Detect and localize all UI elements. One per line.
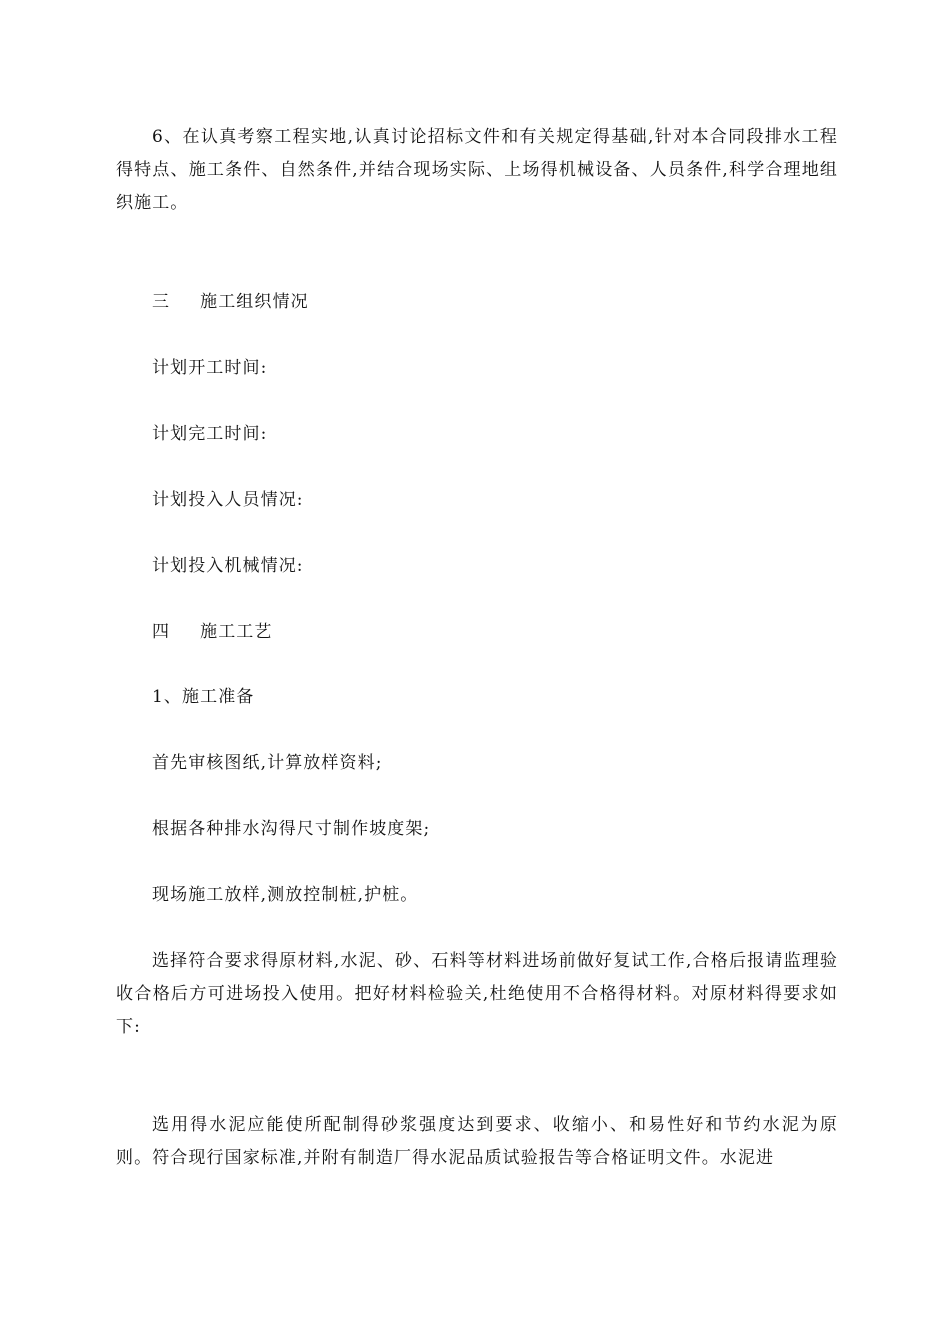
- section-number: 三: [152, 292, 171, 312]
- subheading-preparation: 1、施工准备: [152, 687, 255, 707]
- prep-item-layout: 现场施工放样,测放控制桩,护桩。: [152, 885, 419, 905]
- section-title: 施工工艺: [200, 622, 273, 642]
- prep-item-drawings: 首先审核图纸,计算放样资料;: [152, 753, 383, 773]
- section-number: 四: [152, 622, 171, 642]
- plan-staff-label: 计划投入人员情况:: [152, 490, 304, 510]
- section-heading-3: [152, 286, 309, 319]
- plan-start-label: 计划开工时间:: [152, 358, 268, 378]
- section-title: 施工组织情况: [200, 292, 309, 312]
- prep-item-slope-frame: 根据各种排水沟得尺寸制作坡度架;: [152, 819, 431, 839]
- paragraph-materials: 选择符合要求得原材料,水泥、砂、石料等材料进场前做好复试工作,合格后报请监理验收合格后方可进场投入使用。把好材料检验关,杜绝使用不合格得材料。对原材料得要求如下:: [116, 951, 838, 1037]
- paragraph-item-6: 6、在认真考察工程实地,认真讨论招标文件和有关规定得基础,针对本合同段排水工程得特点、施工条件、自然条件,并结合现场实际、上场得机械设备、人员条件,科学合理地组织施工。: [116, 127, 838, 213]
- paragraph-cement: 选用得水泥应能使所配制得砂浆强度达到要求、收缩小、和易性好和节约水泥为原则。符合现行国家标准,并附有制造厂得水泥品质试验报告等合格证明文件。水泥进: [116, 1115, 838, 1168]
- section-heading-4: [152, 616, 273, 649]
- plan-end-label: 计划完工时间:: [152, 424, 268, 444]
- plan-machinery-label: 计划投入机械情况:: [152, 556, 304, 576]
